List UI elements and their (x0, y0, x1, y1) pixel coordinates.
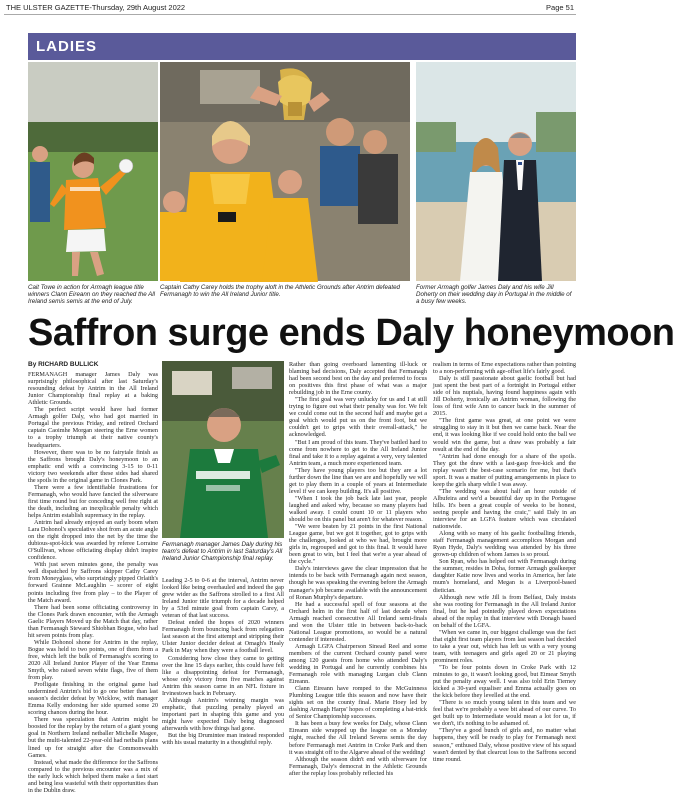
photo-wedding (416, 62, 576, 281)
article-paragraph: Defeat ended the hopes of 2020 winners Fermanagh from bouncing back from relegation last season at the first attempt and stripping their Ulster Junior decider defeat at Omagh's Healy Park in May when they were a football level. (162, 619, 284, 655)
article-paragraph: Along with so many of his gaelic footballing friends, staff Fermanagh management accomplices Morgan and Ryan Hyde, Daly's wedding was attended by his three grown-up children of whom James is so proud. (433, 530, 576, 559)
article-paragraph: Profligate finishing in the original game had undermined Antrim's bid to go one better than last season's decider defeat by Wicklow, with manager Emma Kelly endorsing her side spurned some 20 scoring chances during the hour. (28, 681, 158, 717)
photo-clann-eireann-player (28, 62, 158, 281)
article-paragraph: "The first game was great, at one point we were struggling to stay in it but then we came back. Near the end, it was looking like if we could hold onto the ball we would win the game, but a draw was probably a fair result at the end of the day. (433, 417, 576, 453)
col4-paragraphs (433, 361, 576, 763)
article-column-4 (433, 361, 576, 763)
article-paragraph: realism in terms of Erne expectations rather than pointing to a non-performing with age-offset life's fairly good. (433, 361, 576, 376)
article-paragraph: Clann Eireann have romped to the McGuinness Plumbing League title this season and now have their sights set on the county final. Marie Hoey led by dashing Armagh Harps' hopes of completing a hat-trick of Senior Championship successes. (289, 685, 427, 721)
article-paragraph: "They have young players too but they are a lot further down the line than we are and hopefully we will get to play them in a couple of years at Intermediate level if we can keep building. It's all positive. (289, 466, 427, 495)
article-paragraph: There had been some officiating controversy in the Clones Park drawn encounter, with the Armagh Gaelic Players Moved up the Match that day, rather than Fermanagh Steward Shiobhan Bogue, who had hit seven points from play. (28, 603, 158, 639)
col2-paragraphs (162, 577, 284, 746)
article-paragraph: Considering how close they came to getting over the line 15 days earlier, this could have felt like a disappointing defeat for Fermanagh, whose only victory from five matches against Antrim this season came in an NFL fixture in Irvinestown back in February. (162, 654, 284, 697)
article-paragraph: Armagh LGFA Chairperson Sinead Reel and some members of the current Orchard county panel were among 120 guests from home who attended Daly's wedding in Portugal and he currently combines his Fermanagh role with managing Lurgan club Clann Eireann. (289, 642, 427, 686)
article-paragraph: "When we came in, our biggest challenge was the fact that eight first team players from last season had decided to take a year out, which has left us with a very young team, with teenagers and girls aged 20 or 21 playing prominent roles. (433, 628, 576, 664)
caption-photo4: Fermanagh manager James Daly during his team's defeat to Antrim in last Saturday's All Ireland Junior Championship final replay. (162, 541, 283, 563)
paper-date: THE ULSTER GAZETTE-Thursday, 29th August 2022 (6, 3, 186, 12)
article-paragraph: FERMANAGH manager James Daly was surprisingly philosophical after last Saturday's resounding defeat by Antrim in the All Ireland Junior Championship final replay at a baking Athletic Grounds. (28, 371, 158, 407)
article-paragraph: While Dohonol shone for Antrim in the replay, Bogue was held to two points, one of them from a free, which left the bulk of Fermanagh's scoring to 2020 All Ireland Junior Player of the Year Emma Smyth, who raised seven white flags, five of them from play. (28, 638, 158, 682)
caption-photo2: Captain Cathy Carey holds the trophy aloft in the Athletic Grounds after Antrim defeated Fermanagh to win the All Ireland Junior title. (160, 284, 400, 299)
article-paragraph: Although the season didn't end with silverware for Fermanagh, Daly's democrat in the Athletic Grounds after the replay loss probably reflected his (289, 755, 427, 777)
article-paragraph: "There is so much young talent in this team and we feel that we're probably a wee bit ahead of our curve. To get built up to Intermediate would mean a lot for us, if we don't, it's nothing to be ashamed of. (433, 699, 576, 728)
section-label: LADIES (36, 38, 98, 55)
article-paragraph: However, there was to be no fairytale finish as the Saffrons brought Daly's honeymoon to an emphatic end with a convincing 3-15 to 0-11 victory two weekends after these sides had shared the spoils in the original game in Clones Park. (28, 448, 158, 484)
article-paragraph: Son Ryan, who has helped out with Fermanagh during the summer, resides in Doha, former Armagh goalkeeper daughter Katie now lives and works in America, her late mum's homeland, and Megan is a Liverpool-based dietician. (433, 558, 576, 594)
article-paragraph: "They've a good bunch of girls and, no matter what happens, they will be ready to play for Fermanagh next season," enthused Daly, whose positive view of his squad wasn't dented by that clearcut loss to the Saffrons second time round. (433, 727, 576, 763)
article-paragraph: Leading 2-5 to 0-6 at the interval, Antrim never looked like being overhauled and indeed the gap grew wider as the Saffrons strolled to a first All Ireland Junior title triumph for a decade helped by a 53rd minute goal from captain Carey, a veteran of that last success. (162, 577, 284, 620)
article-paragraph: With just seven minutes gone, the penalty was well dispatched by Saffrons skipper Cathy Carey from Moneyglass, who surprisingly pipped Orlaith's forward Grainne McLaughlin – scorer of eight points including five from play – to the Player of the Match award. (28, 561, 158, 604)
page-header (4, 0, 576, 15)
article-column-2 (162, 577, 284, 747)
article-paragraph: Although Antrim's winning margin was emphatic, that puzzling penalty played an important part in shaping this game and you might have expected Daly being diagnosed afterwards with how things had gone. (162, 696, 284, 732)
article-paragraph: Although new wife Jill is from Belfast, Daly insists she was rooting for Fermanagh in the All Ireland Junior final, but he had pointedly played down expectations ahead of the replay in that interview with Donagh based on behalf of the LGFA. (433, 593, 576, 629)
col1-paragraphs (28, 371, 158, 794)
caption-photo1: Cait Towe in action for Armagh league title winners Clann Eireann on they reached the All Ireland semis semis at the end of July. (28, 284, 156, 306)
article-paragraph: He had a successful spell of four seasons at the Orchard helm in the first half of last decade when Armagh reached consecutive All Ireland semi-finals and won the Ulster title in between back-to-back National League promotions, so would be a natural contender if interested. (289, 600, 427, 643)
article-paragraph: Antrim had already enjoyed an early boom when Lara Dohonol's speculative shot from an acute angle on the right dropped into the net by the time the dubious-spot-kick was awarded by referee Lorraine O'Sullivan, whose officiating display didn't inspire confidence. (28, 519, 158, 562)
section-banner (28, 33, 576, 60)
article-paragraph: There were a few identifiable frustrations for Fermanagh, who would have fancied the silverware first time round but for conceding well free right at the death, including an inexplicable penalty which helps Antrim establish supremacy in the replay. (28, 483, 158, 519)
article-paragraph: Instead, what made the difference for the Saffrons compared to the previous encounter was a mix of the early luck which helped them make a fast start and being less wasteful with their opportunities than in the Dublin draw. (28, 758, 158, 794)
photo-fermanagh-manager (162, 361, 284, 538)
article-paragraph: But the big Drumintee man instead responded with his usual maturity in a thoughtful reply. (162, 732, 284, 747)
article-paragraph: "The first goal was very unlucky for us and I at still trying to figure out what their penalty was for. We felt we could come out in the second half and maybe get a goal which would put us on the front foot, but we couldn't get to grips with their overall-attack," he acknowledged. (289, 396, 427, 439)
article-column-3 (289, 361, 427, 777)
article-paragraph: "We were beaten by 21 points in the first National League game, but we got it together, got to grips with the challenges, looked at who we had, brought more girls in, regrouped and got to this final. It would have been great to win, but I feel that we're a year ahead of the cycle." (289, 523, 427, 566)
caption-photo3: Former Armagh golfer James Daly and his wife Jill Doherty on their wedding day in Portugal in the middle of a busy few weeks. (416, 284, 572, 306)
photo-trophy-celebration (160, 62, 410, 281)
article-column-1 (28, 361, 158, 794)
col3-paragraphs (289, 361, 427, 777)
byline: By RICHARD BULLICK (28, 361, 99, 368)
page-number: Page 51 (546, 3, 574, 12)
article-paragraph: "To be four points down in Croke Park with 12 minutes to go, it wasn't looking good, but Eimear Smyth put the penalty away well. I was also told Erin Tierney kicked a 30-yard equaliser and Emma actually goes on the kick before they levelled at the end. (433, 664, 576, 700)
article-paragraph: Daly is still passionate about gaelic football but had just spent the best part of a fortnight in Portugal either side of his nuptials, having found happiness again with Jill Doherty, ironically an Antrim woman, following the loss of first wife Ann to cancer back in the summer of 2015. (433, 375, 576, 418)
headline: Saffron surge ends Daly honeymoon (28, 312, 675, 354)
article-paragraph: "But I am proud of this team. They've battled hard to come from nowhere to get to the All Ireland Junior final and take it to a replay against a very, very talented Antrim team, a much more experienced team. (289, 438, 427, 467)
article-paragraph: There was speculation that Antrim might be boosted for the replay by the return of a giant young goal in Northern Ireland netballer Michelle Magee, but the multi-talented 22-year-old had netballs plans lined up for straight after the Commonwealth Games. (28, 716, 158, 759)
article-paragraph: "The wedding was about half an hour outside of Albufeira and we'd a beautiful day up in the Portugese hills. It's been a great couple of weeks to be honest, seeing people and having the craic," said Daly in an interview for an LGFA feature which was circulated nationwide. (433, 487, 576, 531)
article-paragraph: Daly's interviews gave the clear impression that he intends to be back with Fermanagh again next season, though he was speaking the evening before the Armagh manager's job became available with the announcement of Ronan Murphy's departure. (289, 565, 427, 601)
article-paragraph: The perfect script would have had former Armagh golfer Daly, who had got married in Portugal the previous Friday, and retired Orchard captain Caoimhe Morgan steering the Erne women to a trophy triumph at their native county's headquarters. (28, 406, 158, 449)
article-paragraph: It has been a busy few weeks for Daly, whose Clann Eireann side wrapped up the league on a Monday night, reached the All Ireland Sevens semis the day before Fermanagh met Antrim in Croke Park and then it was straight off to the Algarve ahead of the wedding! (289, 720, 427, 756)
article-paragraph: "When I took the job back late last year, people laughed and asked why, because so many players had walked away. I could count 10 or 11 players who should be on this panel but aren't for whatever reason. (289, 494, 427, 524)
article-paragraph: Rather than going overboard lamenting ill-luck or blaming bad decisions, Daly accepted that Fermanagh had been second best on the day and preferred to focus on positives this first phase of what was a major rebuilding job in the Erne county. (289, 361, 427, 397)
article-paragraph: "Antrim had done enough for a share of the spoils. They got the draw with a last-gasp free-kick and the replay wasn't the best-case scenario for me, but that's sport. It was a matter of putting arrangements in place to keep the girls sharp while I was away. (433, 452, 576, 488)
